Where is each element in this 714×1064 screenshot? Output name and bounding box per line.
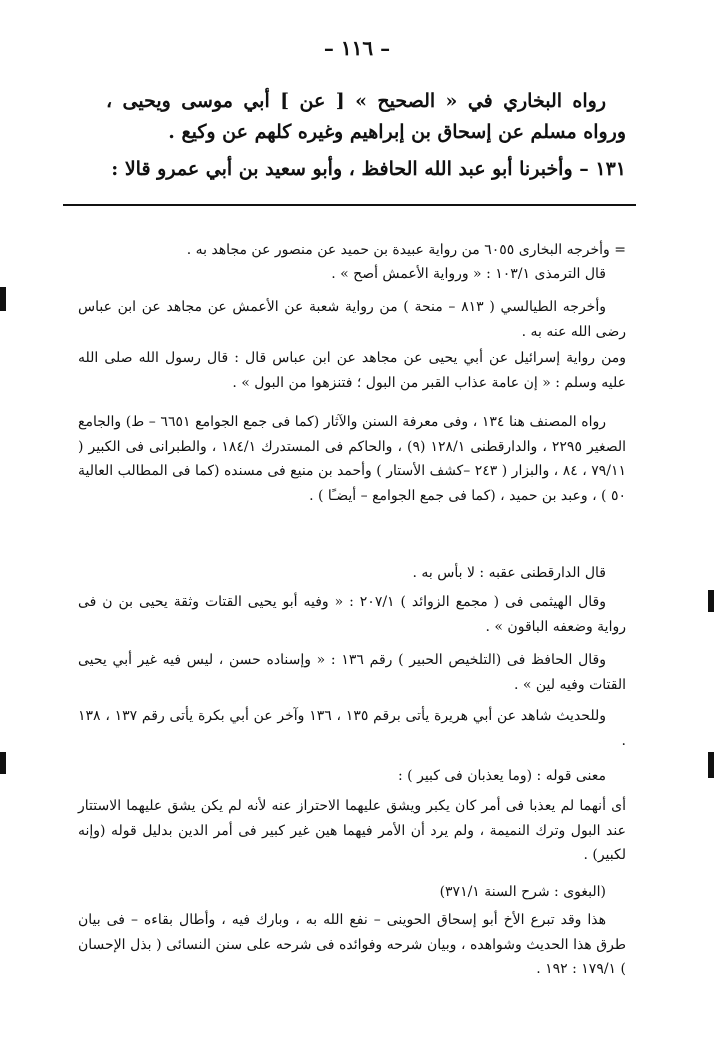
footnote-p4: [78, 410, 626, 508]
scan-edge-mark: [708, 752, 714, 778]
main-paragraph-2: [106, 154, 626, 185]
footnote-text: = وأخرجه البخارى ٦٠٥٥ من رواية عبيدة بن حميد عن منصور عن مجاهد به .: [186, 242, 626, 258]
footnote-p8: [78, 704, 626, 753]
footnote-p11: [78, 880, 626, 905]
scan-edge-mark: [708, 590, 714, 612]
footnote-text: وقال الحافظ فى (التلخيص الحبير ) رقم ١٣٦ : « وإسناده حسن ، ليس فيه غير أبي يحيى القتات وفيه لين » .: [78, 652, 626, 693]
footnote-text: ومن رواية إسرائيل عن أبي يحيى عن مجاهد عن ابن عباس قال : قال رسول الله صلى الله عليه وسلم : « إن عامة عذاب القبر من البول ؛ فتنزهوا من البول » .: [78, 350, 626, 391]
footnote-p0: [78, 238, 626, 263]
footnote-text: وللحديث شاهد عن أبي هريرة يأتى برقم ١٣٥ ، ١٣٦ وآخر عن أبي بكرة يأتى رقم ١٣٧ ، ١٣٨ .: [78, 708, 626, 749]
footnote-p9: [78, 764, 626, 789]
footnote-p7: [78, 648, 626, 697]
footnote-separator: [63, 204, 636, 206]
footnote-p3: [78, 346, 626, 395]
footnote-text: قال الترمذى ١٠٣/١ : « ورواية الأعمش أصح » .: [331, 266, 606, 282]
footnote-p10: [78, 794, 626, 868]
footnote-p6: [78, 590, 626, 639]
main-text-line: ١٣١ – وأخبرنا أبو عبد الله الحافظ ، وأبو سعيد بن أبي عمرو قالا :: [111, 158, 626, 180]
footnote-text: وأخرجه الطيالسي ( ٨١٣ – منحة ) من رواية شعبة عن الأعمش عن مجاهد عن ابن عباس رضى الله عنه به .: [78, 299, 626, 340]
footnote-p12: [78, 908, 626, 982]
scan-edge-mark: [0, 287, 6, 311]
footnote-text: قال الدارقطنى عقبه : لا بأس به .: [412, 565, 606, 581]
footnote-text: هذا وقد تبرع الأخ أبو إسحاق الحوينى – نفع الله به ، وبارك فيه ، وأطال بقاءه – فى بيان طرق هذا الحديث وشواهده ، وبيان شرحه وفوائده فى شرحه على سنن النسائى ( بذل الإحسان ) ١٧٩/١ : ١٩٢ .: [78, 912, 626, 977]
footnote-text: رواه المصنف هنا ١٣٤ ، وفى معرفة السنن والآثار (كما فى جمع الجوامع ٦٦٥١ – ط) والجامع الصغير ٢٢٩٥ ، والدارقطنى ١٢٨/١ (٩) ، والحاكم فى المستدرك ١٨٤/١ ، والطبرانى فى الكبير ( ٧٩/١١ ، ٨٤ ، والبزار ( ٢٤٣ –كشف الأستار ) وأحمد بن منيع فى مسنده (كما فى المطالب العالية ٥٠ ) ، وعبد بن حميد ، (كما فى جمع الجوامع – أيضـًا ) .: [78, 414, 627, 504]
footnote-p2: [78, 295, 626, 344]
main-paragraph-1: [106, 86, 626, 148]
footnote-text: وقال الهيثمى فى ( مجمع الزوائد ) ٢٠٧/١ : « وفيه أبو يحيى القتات وثقة يحيى بن ن فى رواية وضعفه الباقون » .: [78, 594, 626, 635]
scan-edge-mark: [0, 752, 6, 774]
page-number: – ١١٦ –: [323, 36, 391, 60]
footnote-text: معنى قوله : (وما يعذبان فى كبير ) :: [398, 768, 606, 784]
footnote-p1: [78, 262, 626, 287]
footnote-text: أى أنهما لم يعذبا فى أمر كان يكبر ويشق عليهما الاحتراز عنه لأنه لم يكن يشق عليهما الاستتار عند البول وترك النميمة ، ولم يرد أن الأمر فيهما هين غير كبير فى أمر الدين بدليل قوله (وإنه لكبير) .: [78, 798, 626, 863]
footnote-p5: [78, 561, 626, 586]
footnote-text: (البغوى : شرح السنة ٣٧١/١): [439, 884, 606, 900]
main-text-line: رواه البخاري في « الصحيح » [ عن ] أبي موسى ويحيى ، ورواه مسلم عن إسحاق بن إبراهيم وغيره كلهم عن وكيع .: [106, 90, 626, 143]
